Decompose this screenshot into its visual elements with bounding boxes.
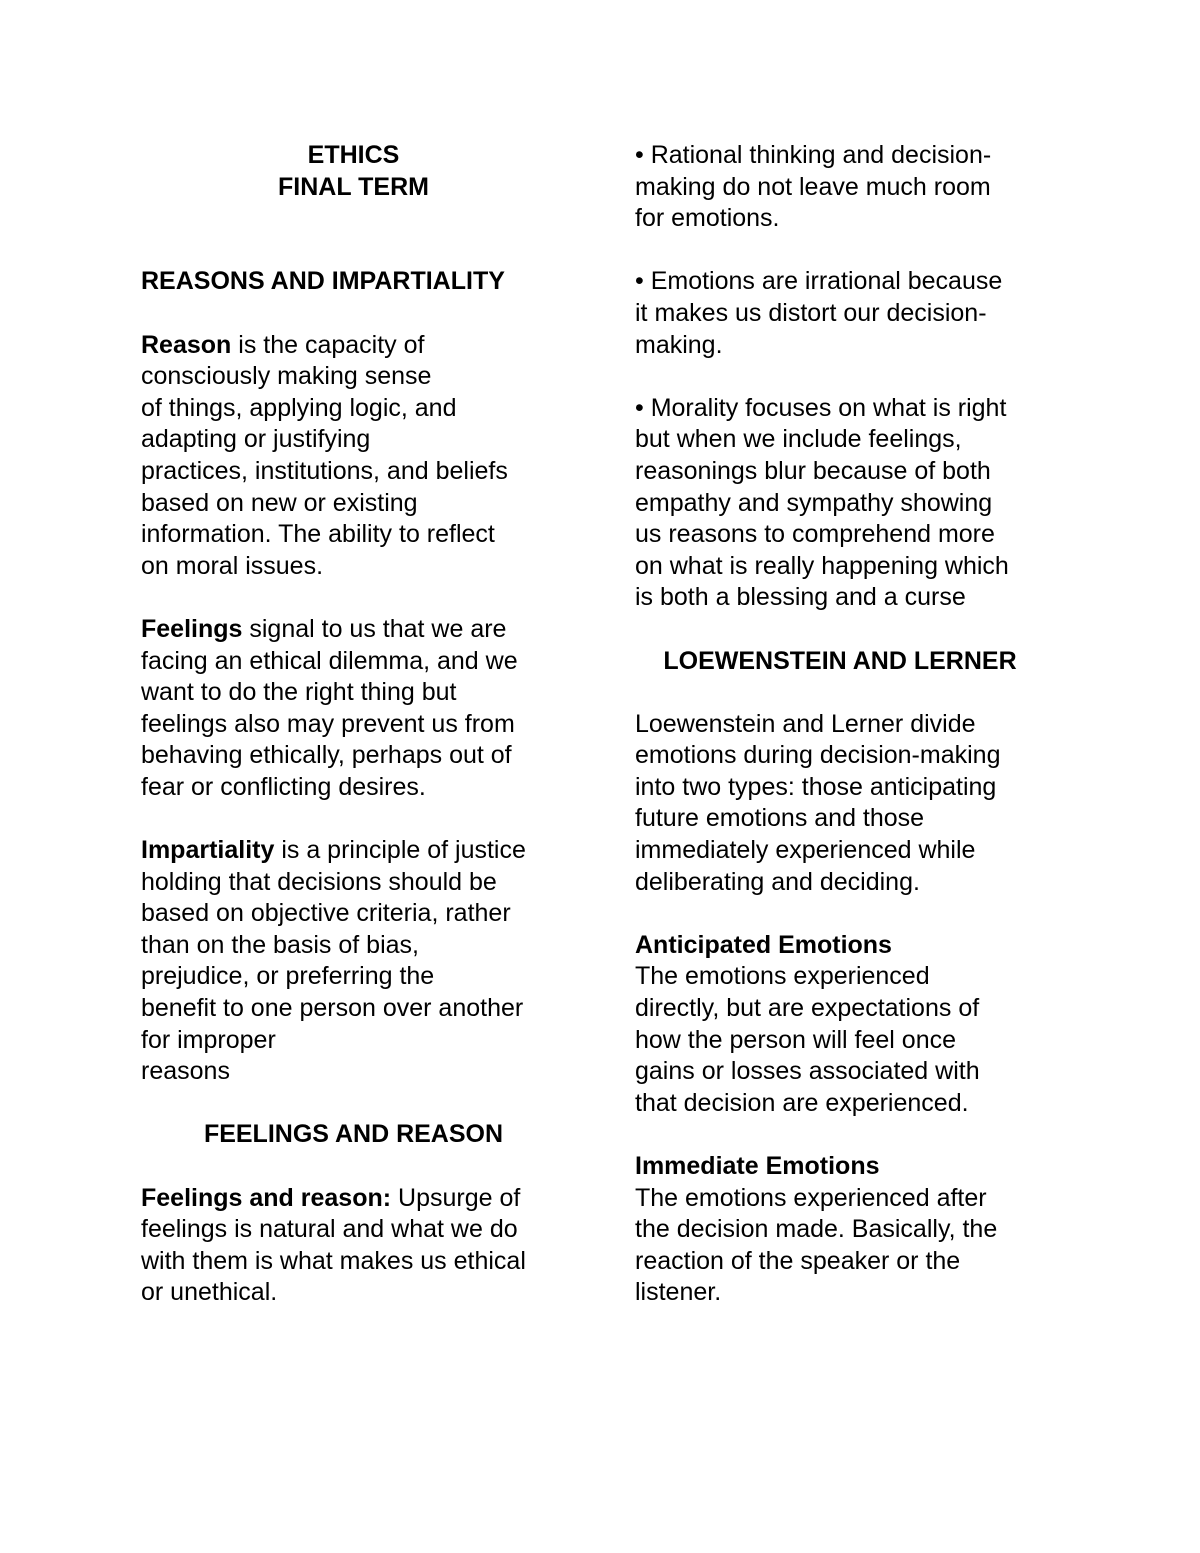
line-text: Upsurge of [391, 1183, 521, 1212]
spacer [635, 1119, 1065, 1151]
spacer [635, 361, 1065, 393]
paragraph-line: or unethical. [141, 1278, 278, 1307]
term-impartiality: Impartiality [141, 836, 275, 865]
bullet-line: empathy and sympathy showing [635, 488, 993, 517]
bullet-rational-thinking [635, 140, 1065, 235]
paragraph-line: based on objective criteria, rather [141, 899, 511, 928]
paragraph-line: fear or conflicting desires. [141, 772, 426, 801]
bullet-line: us reasons to comprehend more [635, 520, 995, 549]
paragraph-line: emotions during decision-making [635, 741, 1001, 770]
line-text: signal to us that we are [242, 614, 507, 643]
spacer [141, 298, 581, 330]
spacer [141, 1151, 581, 1183]
right-column [635, 140, 1065, 1309]
bullet-line: but when we include feelings, [635, 425, 962, 454]
paragraph-feelings [141, 614, 581, 804]
paragraph-line: feelings also may prevent us from [141, 709, 515, 738]
paragraph-line: adapting or justifying [141, 425, 371, 454]
spacer [141, 1088, 581, 1120]
paragraph-line: feelings is natural and what we do [141, 1215, 518, 1244]
term-feelings: Feelings [141, 614, 243, 643]
bullet-line: • Morality focuses on what is right [635, 393, 1007, 422]
document-subtitle: FINAL TERM [278, 172, 429, 201]
line-text: is a principle of justice [274, 836, 526, 865]
paragraph-line: The emotions experienced [635, 962, 930, 991]
paragraph-line: that decision are experienced. [635, 1088, 969, 1117]
spacer [141, 235, 581, 267]
bullet-line: • Emotions are irrational because [635, 267, 1003, 296]
paragraph-line: based on new or existing [141, 488, 418, 517]
paragraph-line: holding that decisions should be [141, 867, 497, 896]
paragraph-line: than on the basis of bias, [141, 930, 419, 959]
paragraph-line: practices, institutions, and beliefs [141, 456, 508, 485]
paragraph-line: future emotions and those [635, 804, 925, 833]
bullet-line: making do not leave much room [635, 172, 991, 201]
paragraph-line: behaving ethically, perhaps out of [141, 741, 512, 770]
spacer [635, 898, 1065, 930]
bullet-line: on what is really happening which [635, 551, 1009, 580]
paragraph-line: on moral issues. [141, 551, 324, 580]
paragraph-line [141, 614, 581, 646]
term-reason: Reason [141, 330, 232, 359]
bullet-emotions-irrational [635, 266, 1065, 361]
paragraph-line: the decision made. Basically, the [635, 1215, 998, 1244]
bullet-line: for emotions. [635, 204, 780, 233]
paragraph-line: for improper [141, 1025, 276, 1054]
section-heading-feelings-reason: FEELINGS AND REASON [203, 1120, 504, 1149]
line-text: is the capacity of [231, 330, 425, 359]
paragraph-line: information. The ability to reflect [141, 520, 495, 549]
subheading-immediate-emotions: Immediate Emotions [635, 1152, 880, 1180]
subheading-anticipated-emotions: Anticipated Emotions [635, 930, 892, 959]
spacer [141, 203, 581, 235]
term-feelings-reason: Feelings and reason: [141, 1183, 392, 1212]
bullet-line: making. [635, 330, 723, 359]
bullet-line: • Rational thinking and decision- [635, 141, 992, 169]
paragraph-anticipated-emotions [635, 930, 1065, 1120]
paragraph-line: into two types: those anticipating [635, 772, 997, 801]
paragraph-line: Loewenstein and Lerner divide [635, 709, 976, 738]
bullet-line: is both a blessing and a curse [635, 583, 966, 612]
paragraph-line: immediately experienced while [635, 836, 976, 865]
section-heading-loewenstein-lerner: LOEWENSTEIN AND LERNER [663, 646, 1017, 675]
paragraph-impartiality [141, 835, 581, 1088]
paragraph-line [141, 835, 581, 867]
spacer [141, 803, 581, 835]
paragraph-line [141, 1183, 581, 1215]
document-title: ETHICS [307, 141, 400, 169]
paragraph-line: listener. [635, 1278, 722, 1307]
bullet-line: reasonings blur because of both [635, 456, 991, 485]
bullet-line: it makes us distort our decision- [635, 298, 987, 327]
paragraph-line: of things, applying logic, and [141, 393, 457, 422]
spacer [141, 582, 581, 614]
paragraph-line: how the person will feel once [635, 1025, 957, 1054]
paragraph-line: facing an ethical dilemma, and we [141, 646, 518, 675]
paragraph-line: want to do the right thing but [141, 678, 457, 707]
paragraph-line: deliberating and deciding. [635, 867, 920, 896]
paragraph-feelings-reason [141, 1183, 581, 1309]
paragraph-line: gains or losses associated with [635, 1057, 980, 1086]
paragraph-line: reasons [141, 1057, 230, 1086]
spacer [635, 235, 1065, 267]
paragraph-line: directly, but are expectations of [635, 994, 980, 1023]
section-heading-reasons-impartiality: REASONS AND IMPARTIALITY [141, 267, 505, 296]
spacer [635, 677, 1065, 709]
paragraph-line [141, 330, 581, 362]
paragraph-line: reaction of the speaker or the [635, 1246, 961, 1275]
paragraph-line: consciously making sense [141, 362, 432, 391]
left-column [141, 140, 581, 1309]
paragraph-line: benefit to one person over another [141, 994, 524, 1023]
paragraph-line: with them is what makes us ethical [141, 1246, 526, 1275]
bullet-morality [635, 393, 1065, 614]
paragraph-reason [141, 330, 581, 583]
paragraph-loewenstein [635, 709, 1065, 899]
paragraph-line: prejudice, or preferring the [141, 962, 435, 991]
paragraph-line: The emotions experienced after [635, 1183, 987, 1212]
paragraph-immediate-emotions [635, 1151, 1065, 1309]
spacer [635, 614, 1065, 646]
